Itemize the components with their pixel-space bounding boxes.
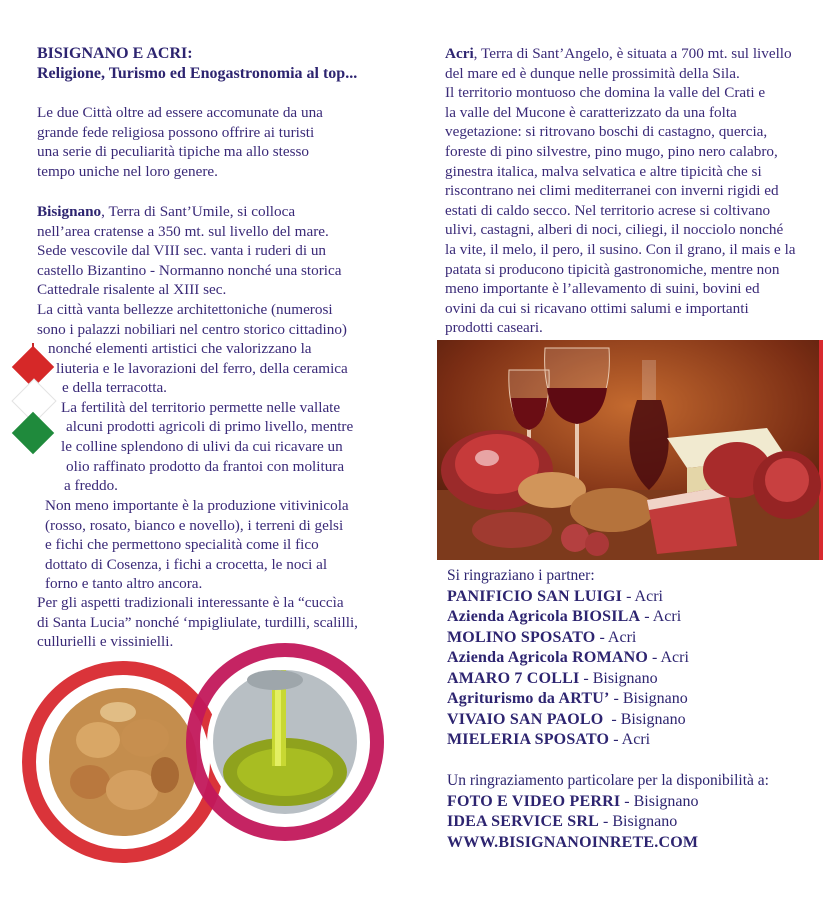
intro-line: Le due Città oltre ad essere accomunate da una	[37, 104, 323, 121]
intro-paragraph	[37, 103, 323, 181]
partner-place: - Acri	[648, 649, 689, 666]
circular-photos	[20, 640, 400, 880]
partner-place: - Bisignano	[603, 710, 686, 728]
thanks-item	[447, 812, 769, 833]
thanks-name: IDEA SERVICE SRL	[447, 813, 600, 830]
thanks-heading: Un ringraziamento particolare per la disponibilità a:	[447, 772, 769, 789]
intro-line: una serie di peculiarità tipiche ma allo stesso	[37, 143, 310, 161]
bisignano-line: e fichi che permettono specialità come il fico	[45, 536, 319, 554]
partner-place: - Acri	[609, 731, 651, 748]
acri-line: meno importante è l’allevamento di suini, bovini ed	[445, 280, 760, 298]
acri-line: ulivi, castagni, alberi di noci, ciliegi, il nocciolo nonché	[445, 221, 784, 239]
bisignano-line: liuteria e le lavorazioni del ferro, della ceramica	[56, 359, 348, 377]
partner-place: - Acri	[640, 608, 682, 625]
partner-item	[447, 648, 689, 669]
acri-first-line-rest: , Terra di Sant’Angelo, è situata a 700 mt. sul livello	[473, 45, 792, 62]
bisignano-first-line	[37, 202, 347, 222]
thanks-section	[447, 771, 769, 853]
acri-line: riscontrano nei climi mediterranei con inverni rigidi ed	[445, 182, 779, 200]
partner-item	[447, 669, 689, 690]
bisignano-line: a freddo.	[64, 477, 118, 495]
bisignano-first-line-rest: , Terra di Sant’Umile, si colloca	[101, 203, 296, 220]
bisignano-paragraph-bottom	[45, 496, 349, 594]
partner-place: - Acri	[622, 587, 663, 605]
acri-line: vegetazione: si ritrovano boschi di castagno, quercia,	[445, 123, 768, 141]
partner-name: VIVAIO SAN PAOLO	[447, 710, 604, 728]
bisignano-paragraph-top	[37, 202, 347, 339]
bisignano-name: Bisignano	[37, 203, 102, 220]
acri-first-line	[445, 44, 796, 64]
bisignano-line: La fertilità del territorio permette nelle vallate	[61, 398, 341, 416]
partners-section	[447, 566, 689, 751]
thanks-place: - Bisignano	[599, 813, 678, 830]
bisignano-line: e della terracotta.	[62, 379, 167, 397]
bisignano-line: Per gli aspetti tradizionali interessante è la “cuccìa	[37, 594, 344, 611]
acri-line: estati di caldo secco. Nel territorio acrese si coltivano	[445, 201, 771, 219]
partner-place: - Bisignano	[609, 690, 688, 707]
partner-name: MIELERIA SPOSATO	[447, 731, 610, 748]
bisignano-line: Non meno importante è la produzione vitivinicola	[45, 497, 349, 514]
title-line-2: Religione, Turismo ed Enogastronomia al top...	[37, 65, 358, 82]
bisignano-line: le colline splendono di ulivi da cui ricavare un	[61, 437, 343, 455]
acri-line: la vite, il melo, il pero, il susino. Con il grano, il mais e la	[445, 240, 796, 258]
partner-name: PANIFICIO SAN LUIGI	[447, 587, 623, 605]
intro-line: grande fede religiosa possono offrire ai turisti	[37, 123, 315, 141]
bisignano-line: olio raffinato prodotto da frantoi con molitura	[66, 457, 345, 475]
bisignano-line: castello Bizantino - Normanno nonché una storica	[37, 261, 342, 279]
bisignano-line: La città vanta bellezze architettoniche (numerosi	[37, 300, 333, 318]
dried-figs-photo	[49, 688, 197, 836]
thanks-item	[447, 792, 769, 813]
partner-name: Azienda Agricola ROMANO	[447, 649, 649, 666]
partner-item	[447, 689, 689, 710]
bisignano-line: dottato di Cosenza, i fichi a crocetta, le noci al	[45, 555, 328, 573]
acri-line: prodotti caseari.	[445, 319, 543, 337]
partner-place: - Acri	[595, 628, 637, 646]
partner-item	[447, 587, 689, 608]
acri-line: ginestra italica, malva selvatica e altre tipicità che si	[445, 162, 762, 180]
title-line-1: BISIGNANO E ACRI:	[37, 45, 193, 62]
bisignano-line: Sede vescovile dal VIII sec. vanta i ruderi di un	[37, 242, 327, 260]
acri-line: Il territorio montuoso che domina la valle del Crati e	[445, 84, 766, 102]
title-block	[37, 44, 357, 84]
bisignano-line: nell’area cratense a 350 mt. sul livello del mare.	[37, 222, 329, 240]
acri-line: del mare ed è dunque nelle prossimità della Sila.	[445, 64, 740, 82]
bisignano-line: di Santa Lucia” nonché ‘mpigliulate, turdilli, scalilli,	[37, 613, 358, 631]
bisignano-line: sono i palazzi nobiliari nel centro storico cittadino)	[37, 320, 347, 338]
olive-oil-photo	[213, 670, 357, 814]
bisignano-line: (rosso, rosato, bianco e novello), i terreni di gelsi	[45, 516, 344, 534]
acri-name: Acri	[445, 45, 474, 62]
thanks-name: FOTO E VIDEO PERRI	[447, 792, 621, 810]
partner-name: Azienda Agricola BIOSILA	[447, 608, 641, 625]
partner-name: Agriturismo da ARTU’	[447, 690, 610, 707]
thanks-place: - Bisignano	[620, 792, 699, 810]
bisignano-line: Cattedrale risalente al XIII sec.	[37, 281, 227, 299]
partner-name: AMARO 7 COLLI	[447, 669, 580, 687]
salumi-wine-photo	[437, 340, 823, 560]
acri-line: foreste di pino silvestre, pino mugo, pino nero calabro,	[445, 142, 778, 160]
acri-line: ovini da cui si ricavano ottimi salumi e importanti	[445, 299, 749, 317]
website-url[interactable]: WWW.BISIGNANOINRETE.COM	[447, 833, 699, 851]
intro-line: tempo uniche nel loro genere.	[37, 162, 218, 180]
acri-line: patata si producono tipicità gastronomiche, mentre non	[445, 260, 780, 278]
partner-item	[447, 628, 689, 649]
acri-paragraph	[445, 44, 796, 338]
partners-heading: Si ringraziano i partner:	[447, 567, 595, 584]
partner-item	[447, 607, 689, 628]
partner-name: MOLINO SPOSATO	[447, 628, 596, 646]
partner-item	[447, 710, 689, 731]
bisignano-line: alcuni prodotti agricoli di primo livello, mentre	[66, 418, 354, 436]
partner-item	[447, 730, 689, 751]
bisignano-line: nonché elementi artistici che valorizzano la	[48, 340, 312, 357]
bisignano-paragraph-indented	[48, 339, 353, 496]
website-link[interactable]	[447, 833, 769, 854]
bisignano-line: cullurielli e vissinielli.	[37, 633, 174, 651]
partner-place: - Bisignano	[579, 669, 658, 687]
acri-line: la valle del Mucone è caratterizzato da una folta	[445, 103, 737, 121]
bisignano-line: forno e tanto altro ancora.	[45, 575, 203, 593]
